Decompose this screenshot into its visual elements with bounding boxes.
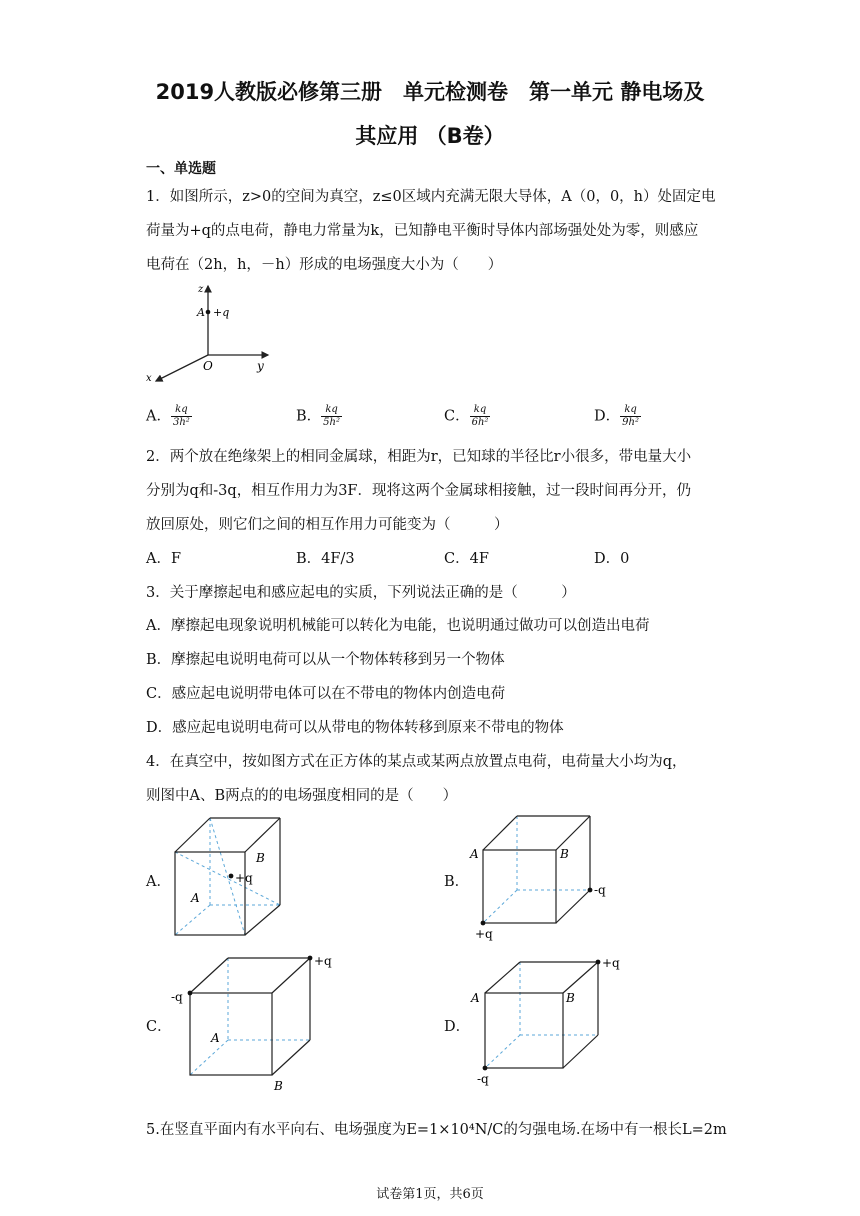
q4-cube-c[interactable] bbox=[168, 948, 338, 1093]
q2-option-a[interactable]: A．F bbox=[146, 551, 182, 567]
positive-charge-label: +q bbox=[602, 956, 620, 970]
q4-option-a-label[interactable]: A． bbox=[146, 874, 171, 890]
hidden-edges bbox=[190, 958, 310, 1075]
q2-option-d[interactable]: D．0 bbox=[594, 551, 630, 567]
q1-line1: 1．如图所示，z>0的空间为真空，z≤0区域内充满无限大导体，A（0，0，h）处固定电 bbox=[146, 189, 716, 205]
q3-option-b[interactable]: B．摩擦起电说明电荷可以从一个物体转移到另一个物体 bbox=[146, 652, 505, 668]
negative-charge-label: -q bbox=[594, 883, 606, 897]
q4-option-d-label[interactable]: D． bbox=[444, 1019, 471, 1035]
point-b-label: B bbox=[274, 1079, 283, 1093]
positive-charge-dot bbox=[481, 921, 486, 926]
option-fraction: $\frac{kq}{\text{6h²}}$ bbox=[471, 404, 489, 428]
q1-line3: 电荷在（2h，h，－h）形成的电场强度大小为（ ） bbox=[146, 257, 503, 273]
point-b-label: B bbox=[560, 847, 569, 861]
q1-option-d[interactable] bbox=[594, 404, 641, 429]
x-label: x bbox=[146, 373, 152, 384]
q1-option-a[interactable] bbox=[146, 404, 192, 429]
page-footer: 试卷第1页，共6页 bbox=[376, 1187, 484, 1202]
document-title-line2: 其应用 （B卷） bbox=[355, 124, 505, 148]
q4-option-c-label[interactable]: C． bbox=[146, 1019, 172, 1035]
z-label: z bbox=[198, 284, 204, 295]
positive-charge-label: +q bbox=[314, 954, 332, 968]
q2-option-b[interactable]: B．4F/3 bbox=[296, 551, 355, 567]
option-label: B． bbox=[296, 408, 322, 425]
option-fraction: $\frac{kq}{\text{3h²}}$ bbox=[172, 404, 190, 428]
q4-line2: 则图中A、B两点的的电场强度相同的是（ ） bbox=[146, 788, 458, 804]
q4-option-b-label[interactable]: B． bbox=[444, 874, 470, 890]
q1-option-c[interactable] bbox=[444, 404, 490, 429]
charge-label: +q bbox=[235, 871, 253, 885]
x-axis bbox=[156, 355, 208, 381]
q4-cube-d[interactable] bbox=[465, 950, 625, 1090]
negative-charge-dot bbox=[588, 888, 593, 893]
charge-dot bbox=[229, 874, 234, 879]
q2-line2: 分别为q和-3q，相互作用力为3F．现将这两个金属球相接触，过一段时间再分开，仍 bbox=[146, 483, 691, 499]
point-a-label: A bbox=[191, 891, 200, 905]
point-b-label: B bbox=[566, 991, 575, 1005]
q3-option-c[interactable]: C．感应起电说明带电体可以在不带电的物体内创造电荷 bbox=[146, 686, 506, 702]
q3-option-a[interactable]: A．摩擦起电现象说明机械能可以转化为电能，也说明通过做功可以创造出电荷 bbox=[146, 618, 650, 634]
hidden-edges bbox=[175, 818, 280, 935]
point-a-label: A bbox=[211, 1031, 220, 1045]
origin-label: O bbox=[203, 359, 213, 373]
option-fraction: $\frac{kq}{\text{9h²}}$ bbox=[622, 404, 639, 428]
q1-axis-figure bbox=[140, 280, 280, 388]
q3-option-d[interactable]: D．感应起电说明电荷可以从带电的物体转移到原来不带电的物体 bbox=[146, 720, 564, 736]
positive-charge-dot bbox=[596, 960, 601, 965]
positive-charge-label: +q bbox=[475, 927, 493, 941]
option-label: D． bbox=[594, 408, 621, 425]
q4-cube-b[interactable] bbox=[465, 808, 615, 943]
y-label: y bbox=[257, 359, 264, 373]
q5-line1: 5.在竖直平面内有水平向右、电场强度为E=1×10⁴N/C的匀强电场.在场中有一根长L=2m bbox=[146, 1122, 727, 1138]
point-a-label: A bbox=[471, 991, 480, 1005]
negative-charge-dot bbox=[483, 1066, 488, 1071]
q4-line1: 4．在真空中，按如图方式在正方体的某点或某两点放置点电荷，电荷量大小均为q， bbox=[146, 754, 687, 770]
option-fraction: $\frac{kq}{\text{5h²}}$ bbox=[323, 404, 340, 428]
q3-stem: 3．关于摩擦起电和感应起电的实质，下列说法正确的是（ ） bbox=[146, 585, 576, 601]
section-heading: 一、单选题 bbox=[146, 161, 216, 177]
q2-option-c[interactable]: C．4F bbox=[444, 551, 489, 567]
visible-edges bbox=[190, 958, 310, 1075]
charge-label: +q bbox=[213, 306, 230, 319]
q2-line1: 2．两个放在绝缘架上的相同金属球，相距为r，已知球的半径比r小很多，带电量大小 bbox=[146, 449, 692, 465]
negative-charge-label: -q bbox=[477, 1072, 489, 1086]
option-label: C． bbox=[444, 408, 470, 425]
point-b-label: B bbox=[256, 851, 265, 865]
q1-line2: 荷量为+q的点电荷，静电力常量为k，已知静电平衡时导体内部场强处处为零，则感应 bbox=[146, 223, 699, 239]
q4-cube-a[interactable] bbox=[160, 810, 295, 945]
point-a-label: A bbox=[470, 847, 479, 861]
positive-charge-dot bbox=[308, 956, 313, 961]
point-a-label: A bbox=[197, 306, 205, 319]
negative-charge-dot bbox=[188, 991, 193, 996]
document-title-line1: 2019人教版必修第三册 单元检测卷 第一单元 静电场及 bbox=[155, 80, 705, 104]
option-label: A． bbox=[146, 408, 171, 425]
q1-option-b[interactable] bbox=[296, 404, 342, 429]
q2-line3: 放回原处，则它们之间的相互作用力可能变为（ ） bbox=[146, 517, 509, 533]
negative-charge-label: -q bbox=[171, 990, 183, 1004]
point-charge-dot bbox=[206, 310, 211, 315]
